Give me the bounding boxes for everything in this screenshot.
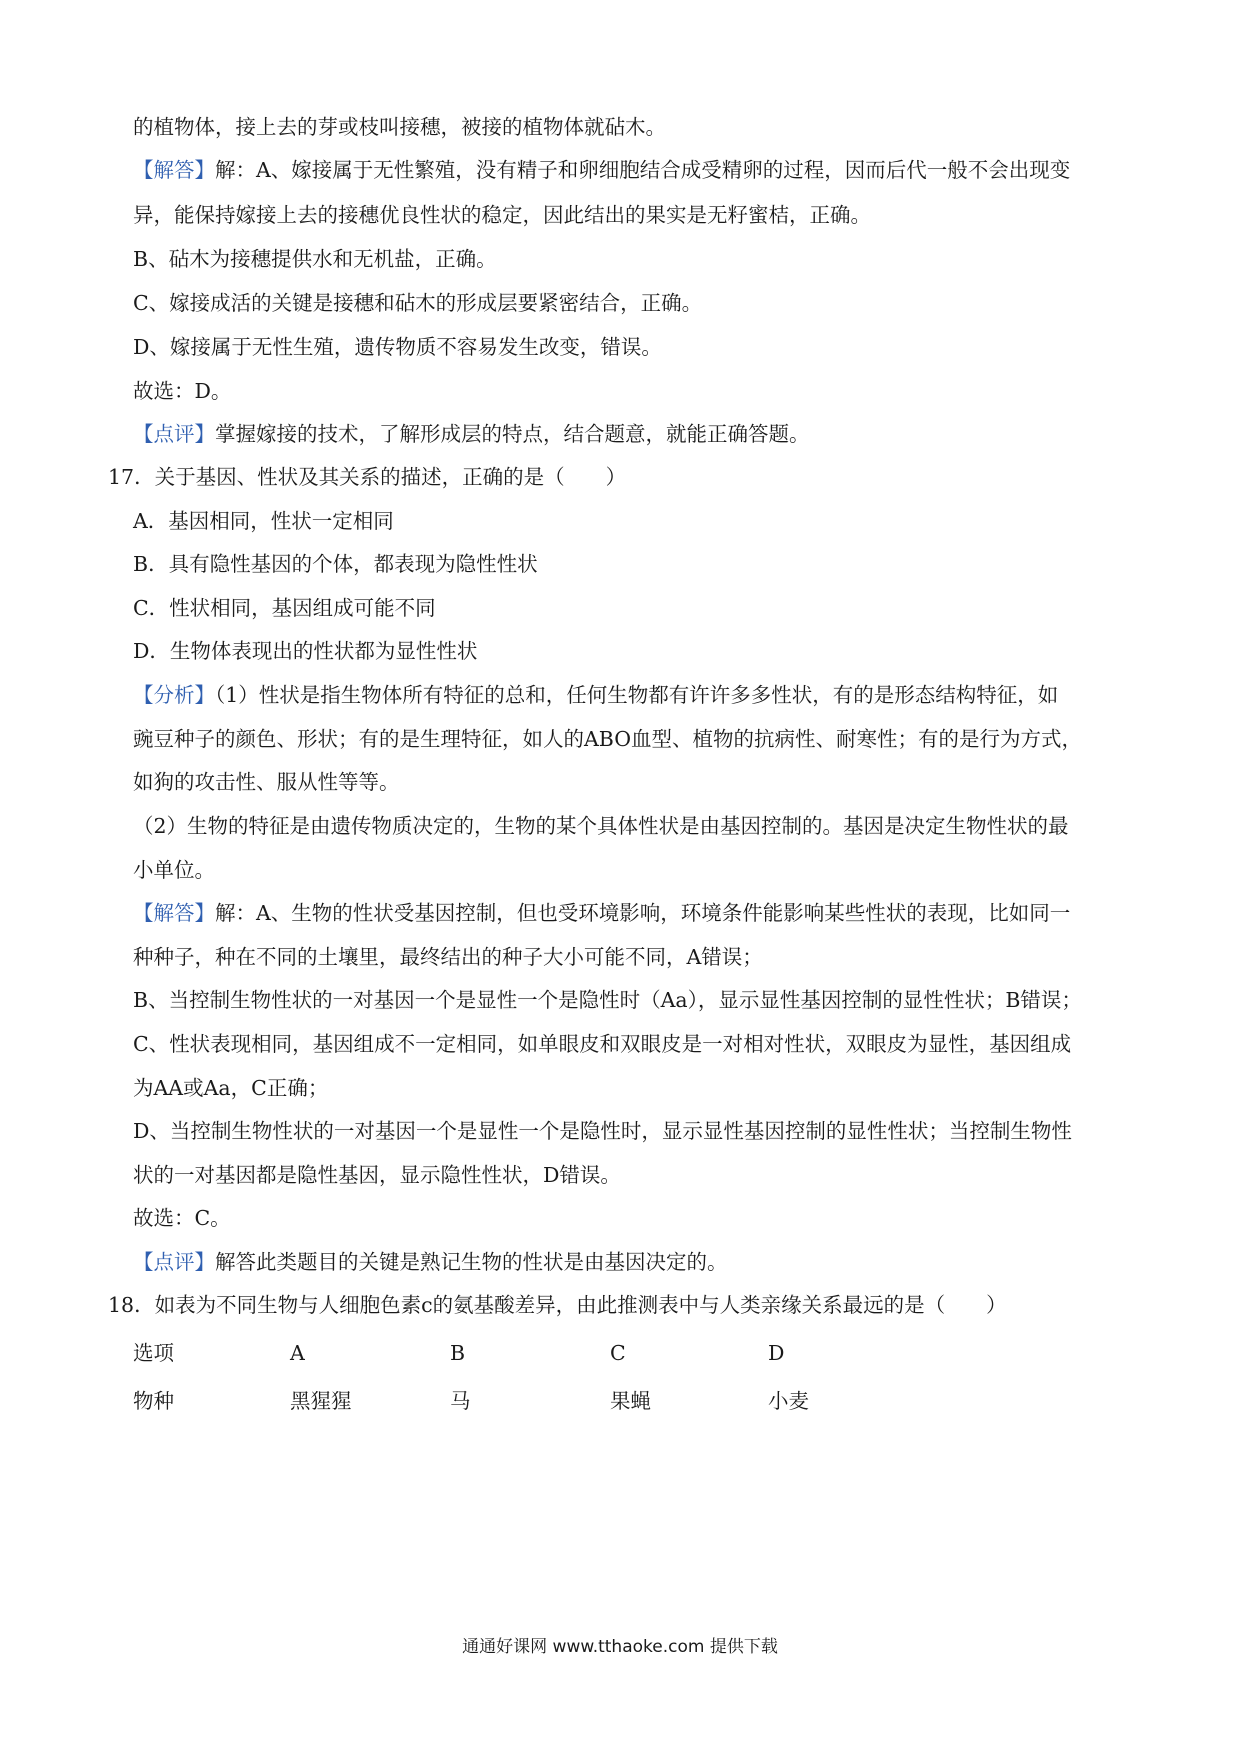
q17-analysis-2-cont: 小单位。	[133, 858, 215, 882]
q16-answer-a-cont: 异，能保持嫁接上去的接穗优良性状的稳定，因此结出的果实是无籽蜜桔，正确。	[133, 203, 871, 227]
page-footer: 通通好课网 www.tthaoke.com 提供下载	[462, 1637, 778, 1657]
q16-answer-c: C、嫁接成活的关键是接穗和砧木的形成层要紧密结合，正确。	[133, 291, 703, 315]
label-answer: 【解答】	[133, 901, 215, 925]
table-cell: 黑猩猩	[290, 1389, 352, 1413]
q17-answer-a-cont: 种种子，种在不同的土壤里，最终结出的种子大小可能不同，A错误；	[133, 945, 763, 969]
q17-option-c: C．性状相同，基因组成可能不同	[133, 596, 436, 620]
q17-comment: 【点评】解答此类题目的关键是熟记生物的性状是由基因决定的。	[133, 1250, 728, 1274]
q17-answer-d-cont: 状的一对基因都是隐性基因，显示隐性性状，D错误。	[133, 1163, 621, 1187]
q17-choice: 故选：C。	[133, 1206, 231, 1230]
label-analysis: 【分析】	[133, 683, 215, 707]
q16-answer-b: B、砧木为接穗提供水和无机盐，正确。	[133, 247, 497, 271]
q17-analysis-2: （2）生物的特征是由遗传物质决定的，生物的某个具体性状是由基因控制的。基因是决定生物性状的最	[133, 814, 1069, 838]
table-header-cell: A	[290, 1341, 305, 1365]
label-comment: 【点评】	[133, 1250, 215, 1274]
q16-continuation: 的植物体，接上去的芽或枝叫接穗，被接的植物体就砧木。	[133, 115, 666, 139]
table-header-cell: B	[450, 1341, 466, 1365]
q17-answer-b: B、当控制生物性状的一对基因一个是显性一个是隐性时（Aa），显示显性基因控制的显性性状；B错误；	[133, 988, 1082, 1012]
q17-option-b: B．具有隐性基因的个体，都表现为隐性性状	[133, 552, 538, 576]
table-cell: 马	[450, 1389, 471, 1413]
table-cell: 果蝇	[610, 1389, 651, 1413]
q17-analysis-1: 【分析】（1）性状是指生物体所有特征的总和，任何生物都有许许多多性状，有的是形态结构特征，如	[133, 683, 1059, 707]
table-header-cell: C	[610, 1341, 626, 1365]
q18-stem: 18．如表为不同生物与人细胞色素c的氨基酸差异，由此推测表中与人类亲缘关系最远的是（ ）	[108, 1293, 1007, 1317]
q17-option-d: D．生物体表现出的性状都为显性性状	[133, 639, 478, 663]
q17-answer-c: C、性状表现相同，基因组成不一定相同，如单眼皮和双眼皮是一对相对性状，双眼皮为显性，基因组成	[133, 1032, 1072, 1056]
q16-choice: 故选：D。	[133, 379, 232, 403]
q16-answer-d: D、嫁接属于无性生殖，遗传物质不容易发生改变，错误。	[133, 335, 662, 359]
label-answer: 【解答】	[133, 158, 215, 182]
q16-answer-a: 【解答】解：A、嫁接属于无性繁殖，没有精子和卵细胞结合成受精卵的过程，因而后代一般不会出现变	[133, 158, 1071, 182]
table-header-cell: D	[768, 1341, 785, 1365]
table-cell: 小麦	[768, 1389, 809, 1413]
label-comment: 【点评】	[133, 422, 215, 446]
table-header-cell: 选项	[133, 1341, 174, 1365]
q17-answer-a: 【解答】解：A、生物的性状受基因控制，但也受环境影响，环境条件能影响某些性状的表现，比如同一	[133, 901, 1071, 925]
q16-comment: 【点评】掌握嫁接的技术，了解形成层的特点，结合题意，就能正确答题。	[133, 422, 810, 446]
q17-analysis-1-cont2: 如狗的攻击性、服从性等等。	[133, 770, 400, 794]
q17-answer-c-cont: 为AA或Aa，C正确；	[133, 1076, 329, 1100]
q17-answer-d: D、当控制生物性状的一对基因一个是显性一个是隐性时，显示显性基因控制的显性性状；当控制生物性	[133, 1119, 1072, 1143]
q17-analysis-1-cont: 豌豆种子的颜色、形状；有的是生理特征，如人的ABO血型、植物的抗病性、耐寒性；有的是行为方式，	[133, 727, 1083, 751]
q17-option-a: A．基因相同，性状一定相同	[133, 509, 394, 533]
table-cell: 物种	[133, 1389, 174, 1413]
q17-stem: 17．关于基因、性状及其关系的描述，正确的是（ ）	[108, 465, 627, 489]
